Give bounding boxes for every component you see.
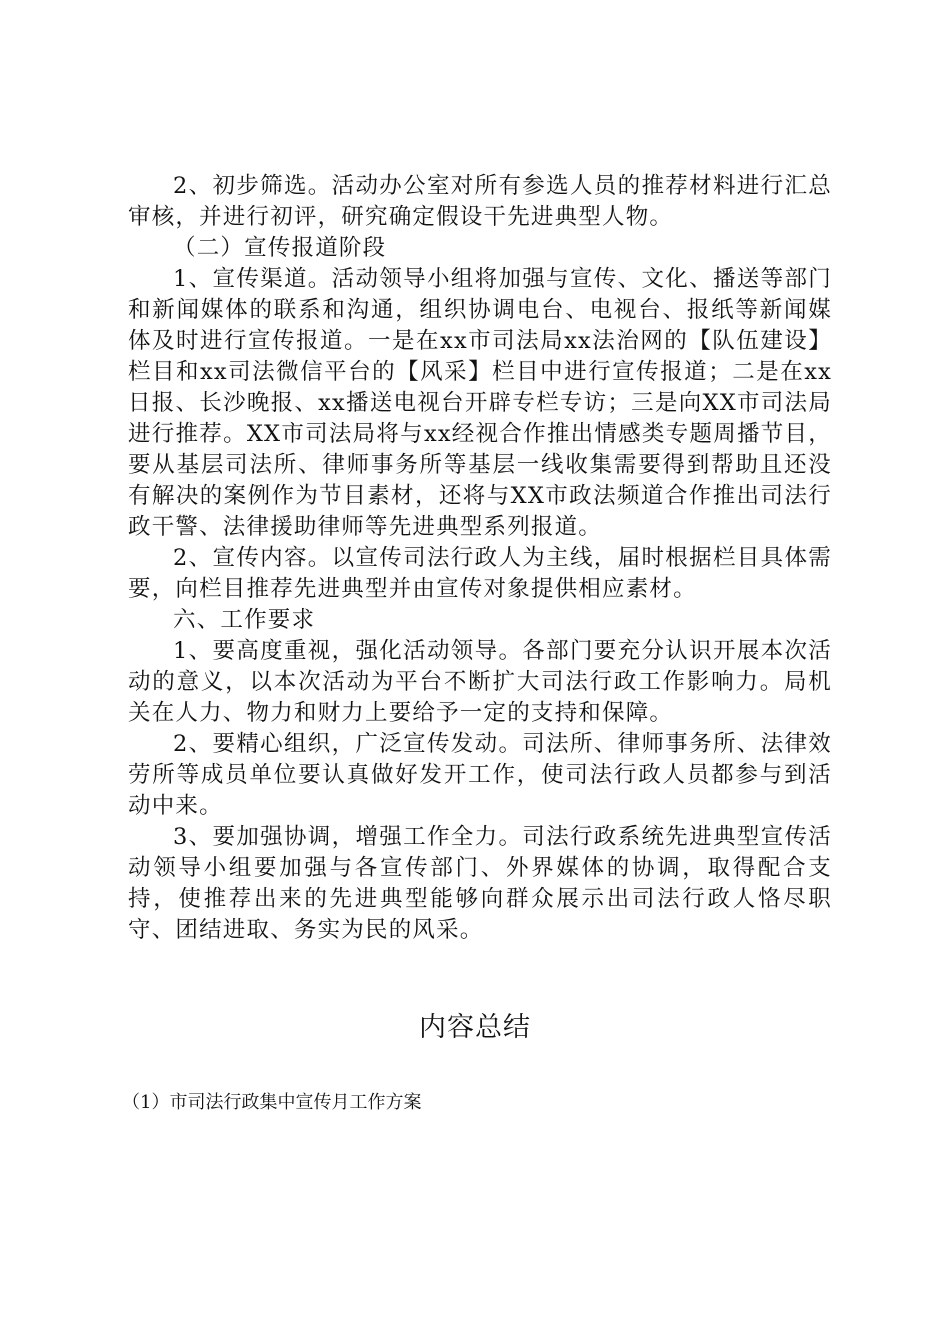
paragraph-publicity-content: 2、宣传内容。以宣传司法行政人为主线，届时根据栏目具体需要，向栏目推荐先进典型并由宣传对象提供相应素材。 bbox=[128, 545, 832, 602]
paragraph-requirement-1: 1、要高度重视，强化活动领导。各部门要充分认识开展本次活动的意义，以本次活动为平台不断扩大司法行政工作影响力。局机关在人力、物力和财力上要给予一定的支持和保障。 bbox=[128, 638, 832, 726]
paragraph-publicity-channels: 1、宣传渠道。活动领导小组将加强与宣传、文化、播送等部门和新闻媒体的联系和沟通，组织协调电台、电视台、报纸等新闻媒体及时进行宣传报道。一是在xx市司法局xx法治网的【队伍建设】栏目和xx司法微信平台的【风采】栏目中进行宣传报道；二是在xx日报、长沙晚报、xx播送电视台开辟专栏专访；三是向XX市司法局进行推荐。XX市司法局将与xx经视合作推出情感类专题周播节目，要从基层司法所、律师事务所等基层一线收集需要得到帮助且还没有解决的案例作为节目素材，还将与XX市政法频道合作推出司法行政干警、法律援助律师等先进典型系列报道。 bbox=[128, 266, 832, 540]
summary-title: 内容总结 bbox=[419, 1012, 531, 1043]
section-heading-publicity-stage: （二）宣传报道阶段 bbox=[173, 235, 387, 261]
paragraph-requirement-2: 2、要精心组织，广泛宣传发动。司法所、律师事务所、法律效劳所等成员单位要认真做好发开工作，使司法行政人员都参与到活动中来。 bbox=[128, 731, 832, 819]
paragraph-requirement-3: 3、要加强协调，增强工作全力。司法行政系统先进典型宣传活动领导小组要加强与各宣传部门、外界媒体的协调，取得配合支持，使推荐出来的先进典型能够向群众展示出司法行政人恪尽职守、团结进取、务实为民的风采。 bbox=[128, 824, 832, 943]
summary-item: （1）市司法行政集中宣传月工作方案 bbox=[122, 1092, 422, 1113]
section-heading-work-requirements: 六、工作要求 bbox=[173, 607, 316, 633]
document-body bbox=[128, 171, 832, 946]
paragraph-preliminary-screening: 2、初步筛选。活动办公室对所有参选人员的推荐材料进行汇总审核，并进行初评，研究确定假设干先进典型人物。 bbox=[128, 173, 832, 230]
